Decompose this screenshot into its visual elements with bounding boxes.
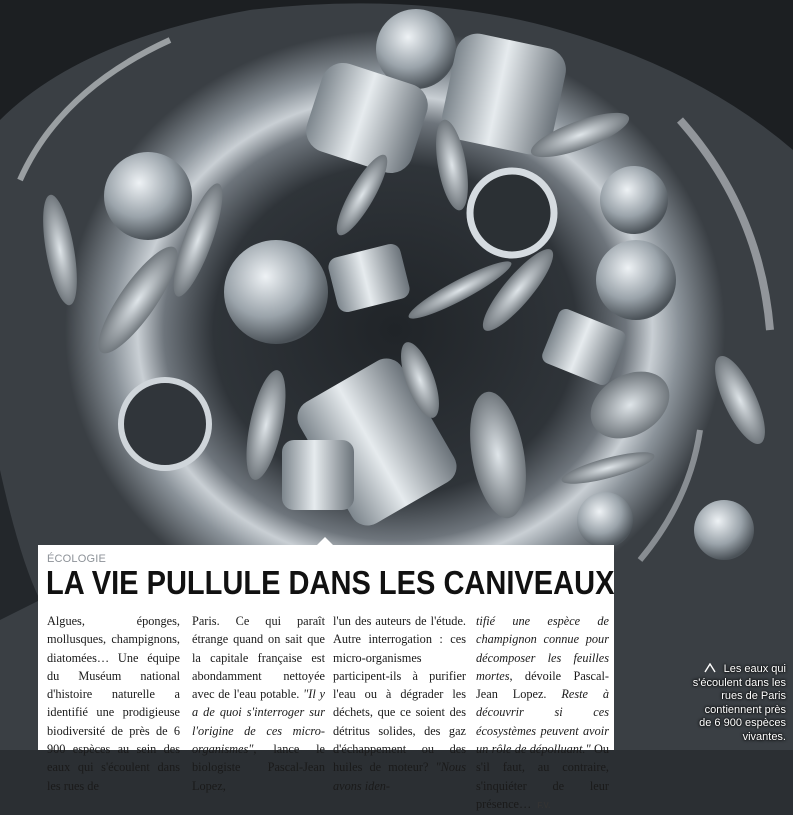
column-4-text: , dévoile Pascal-Jean Lopez. <box>476 668 609 702</box>
article-byline: F.V. <box>537 800 551 810</box>
column-2-quote: "Il y a de quoi s'interroger sur l'origine de ces micro-organismes" <box>192 687 325 757</box>
article-column-2 <box>192 612 325 795</box>
column-4-quote: tifié une espèce de champignon connue pour décomposer les feuilles mortes <box>476 614 609 683</box>
column-2-text-end: , lance le biologiste Pascal-Jean Lopez, <box>192 742 325 793</box>
article-column-4 <box>476 612 609 815</box>
article-headline: LA VIE PULLULE DANS LES CANIVEAUX <box>46 564 615 601</box>
photo-caption <box>690 663 786 744</box>
article-column-1 <box>47 612 180 795</box>
article-rubric: ÉCOLOGIE <box>47 553 107 565</box>
article-column-3 <box>333 612 466 795</box>
column-2-text: Paris. Ce qui paraît étrange quand on sait que la capitale française est abondamment nettoyée avec de l'eau potable. <box>192 614 325 702</box>
column-4-text-end: Ou s'il faut, au contraire, s'inquiéter de leur présence… <box>476 742 609 811</box>
column-3-quote: "Nous avons iden- <box>333 760 466 793</box>
column-3-text: l'un des auteurs de l'étude. Autre interrogation : ces micro-organismes participent-ils à purifier l'eau ou à dégrader les déchets, que ce soient des détritus solides, des gaz d'échappement ou des huiles de moteur? <box>333 614 466 775</box>
column-4-quote-2: Reste à découvrir si ces écosystèmes peuvent avoir un rôle de dépolluant." <box>476 687 609 757</box>
column-1-text: Algues, éponges, mollusques, champignons, diatomées… Une équipe du Muséum national d'histoire naturelle a identifié une prodigieuse biodiversité de près de 6 900 espèces au sein des eaux qui s'écoulent dans les rues de <box>47 614 180 793</box>
caption-text: Les eaux qui s'écoulent dans les rues de Paris contiennent près de 6 900 espèces vivantes. <box>692 663 786 743</box>
article-panel <box>38 545 615 811</box>
